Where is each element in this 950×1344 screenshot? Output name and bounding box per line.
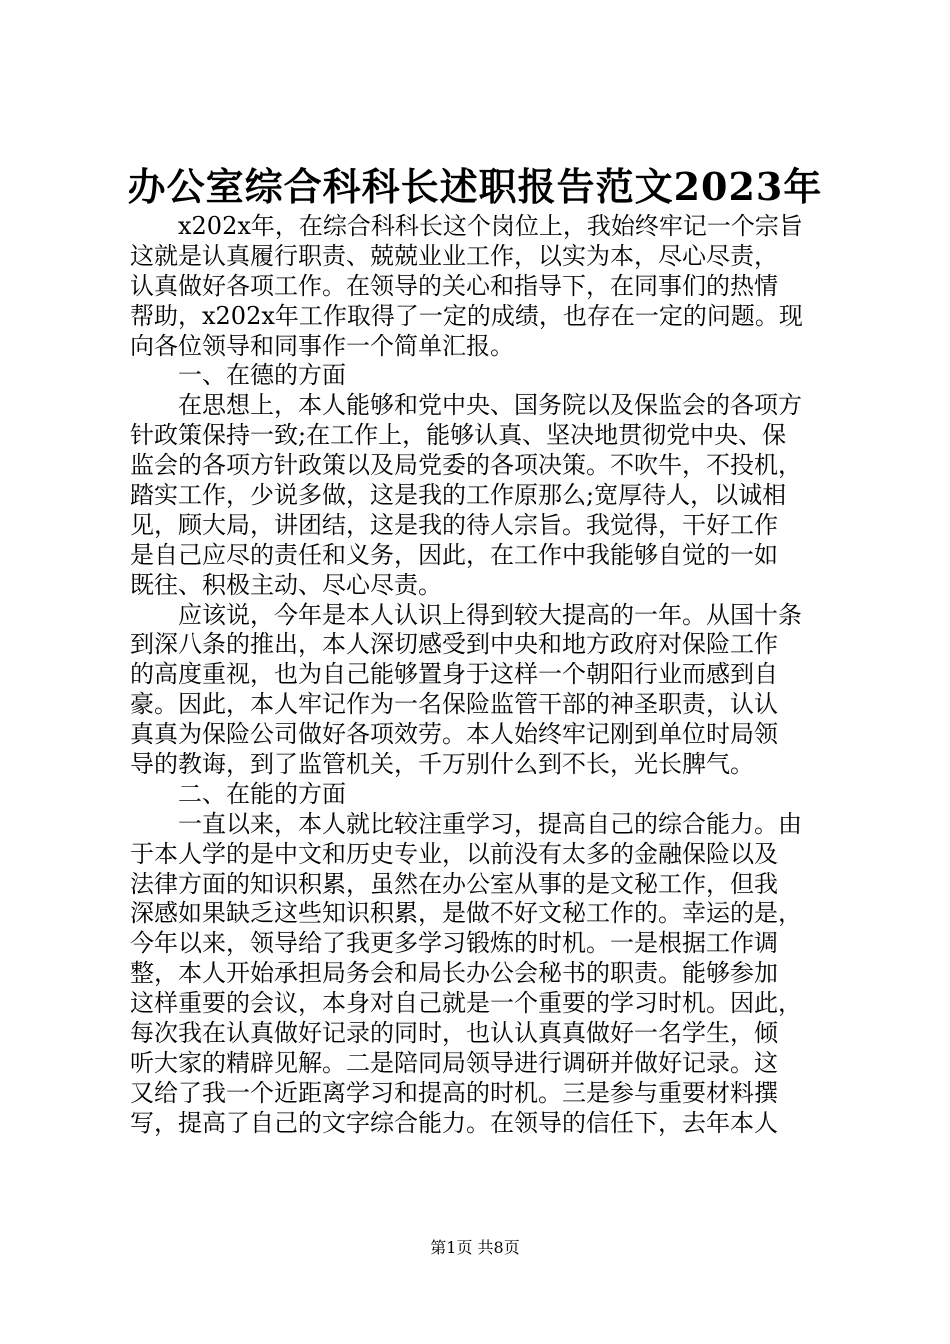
text-line: 的高度重视，也为自己能够置身于这样一个朝阳行业而感到自 bbox=[130, 660, 778, 689]
text-line: 法律方面的知识积累，虽然在办公室从事的是文秘工作，但我 bbox=[130, 869, 778, 898]
text-line: 导的教诲，到了监管机关，千万别什么到不长，光长脾气。 bbox=[130, 750, 754, 779]
text-line: 针政策保持一致;在工作上，能够认真、坚决地贯彻党中央、保 bbox=[130, 421, 787, 450]
text-line: 监会的各项方针政策以及局党委的各项决策。不吹牛，不投机， bbox=[130, 451, 802, 480]
document-title: 办公室综合科科长述职报告范文2023年 bbox=[127, 164, 823, 209]
text-line: 见，顾大局，讲团结，这是我的待人宗旨。我觉得，干好工作 bbox=[130, 510, 778, 539]
page-footer: 第1页 共8页 bbox=[430, 1238, 520, 1257]
text-line: 写，提高了自己的文字综合能力。在领导的信任下，去年本人 bbox=[130, 1108, 778, 1137]
text-line: 这样重要的会议，本身对自己就是一个重要的学习时机。因此， bbox=[130, 989, 802, 1018]
text-line: 听大家的精辟见解。二是陪同局领导进行调研并做好记录。这 bbox=[130, 1048, 778, 1077]
text-line: 到深八条的推出，本人深切感受到中央和地方政府对保险工作 bbox=[130, 630, 778, 659]
text-line: 这就是认真履行职责、兢兢业业工作，以实为本，尽心尽责， bbox=[130, 241, 778, 270]
document-body bbox=[130, 212, 830, 1139]
text-line: 于本人学的是中文和历史专业，以前没有太多的金融保险以及 bbox=[130, 839, 778, 868]
text-line: 今年以来，领导给了我更多学习锻炼的时机。一是根据工作调 bbox=[130, 929, 778, 958]
text-line: 是自己应尽的责任和义务，因此，在工作中我能够自觉的一如 bbox=[130, 540, 778, 569]
text-line: 既往、积极主动、尽心尽责。 bbox=[130, 570, 442, 599]
text-line: 真真为保险公司做好各项效劳。本人始终牢记刚到单位时局领 bbox=[130, 720, 778, 749]
text-line: 深感如果缺乏这些知识积累，是做不好文秘工作的。幸运的是， bbox=[130, 899, 802, 928]
text-line: x202x年，在综合科科长这个岗位上，我始终牢记一个宗旨 bbox=[178, 212, 803, 240]
section-heading-de: 一、在德的方面 bbox=[178, 361, 346, 390]
section-heading-neng: 二、在能的方面 bbox=[178, 779, 346, 808]
text-line: 帮助，x202x年工作取得了一定的成绩，也存在一定的问题。现 bbox=[130, 301, 803, 330]
text-line: 在思想上，本人能够和党中央、国务院以及保监会的各项方 bbox=[178, 391, 802, 420]
text-line: 整，本人开始承担局务会和局长办公会秘书的职责。能够参加 bbox=[130, 959, 778, 988]
text-line: 踏实工作，少说多做，这是我的工作原那么;宽厚待人，以诚相 bbox=[130, 481, 787, 510]
text-line: 一直以来，本人就比较注重学习，提高自己的综合能力。由 bbox=[178, 809, 802, 838]
text-line: 向各位领导和同事作一个简单汇报。 bbox=[130, 331, 514, 360]
text-line: 认真做好各项工作。在领导的关心和指导下，在同事们的热情 bbox=[130, 271, 778, 300]
text-line: 每次我在认真做好记录的同时，也认认真真做好一名学生，倾 bbox=[130, 1019, 778, 1048]
text-line: 又给了我一个近距离学习和提高的时机。三是参与重要材料撰 bbox=[130, 1078, 778, 1107]
text-line: 应该说，今年是本人认识上得到较大提高的一年。从国十条 bbox=[178, 600, 802, 629]
text-line: 豪。因此，本人牢记作为一名保险监管干部的神圣职责，认认 bbox=[130, 690, 778, 719]
